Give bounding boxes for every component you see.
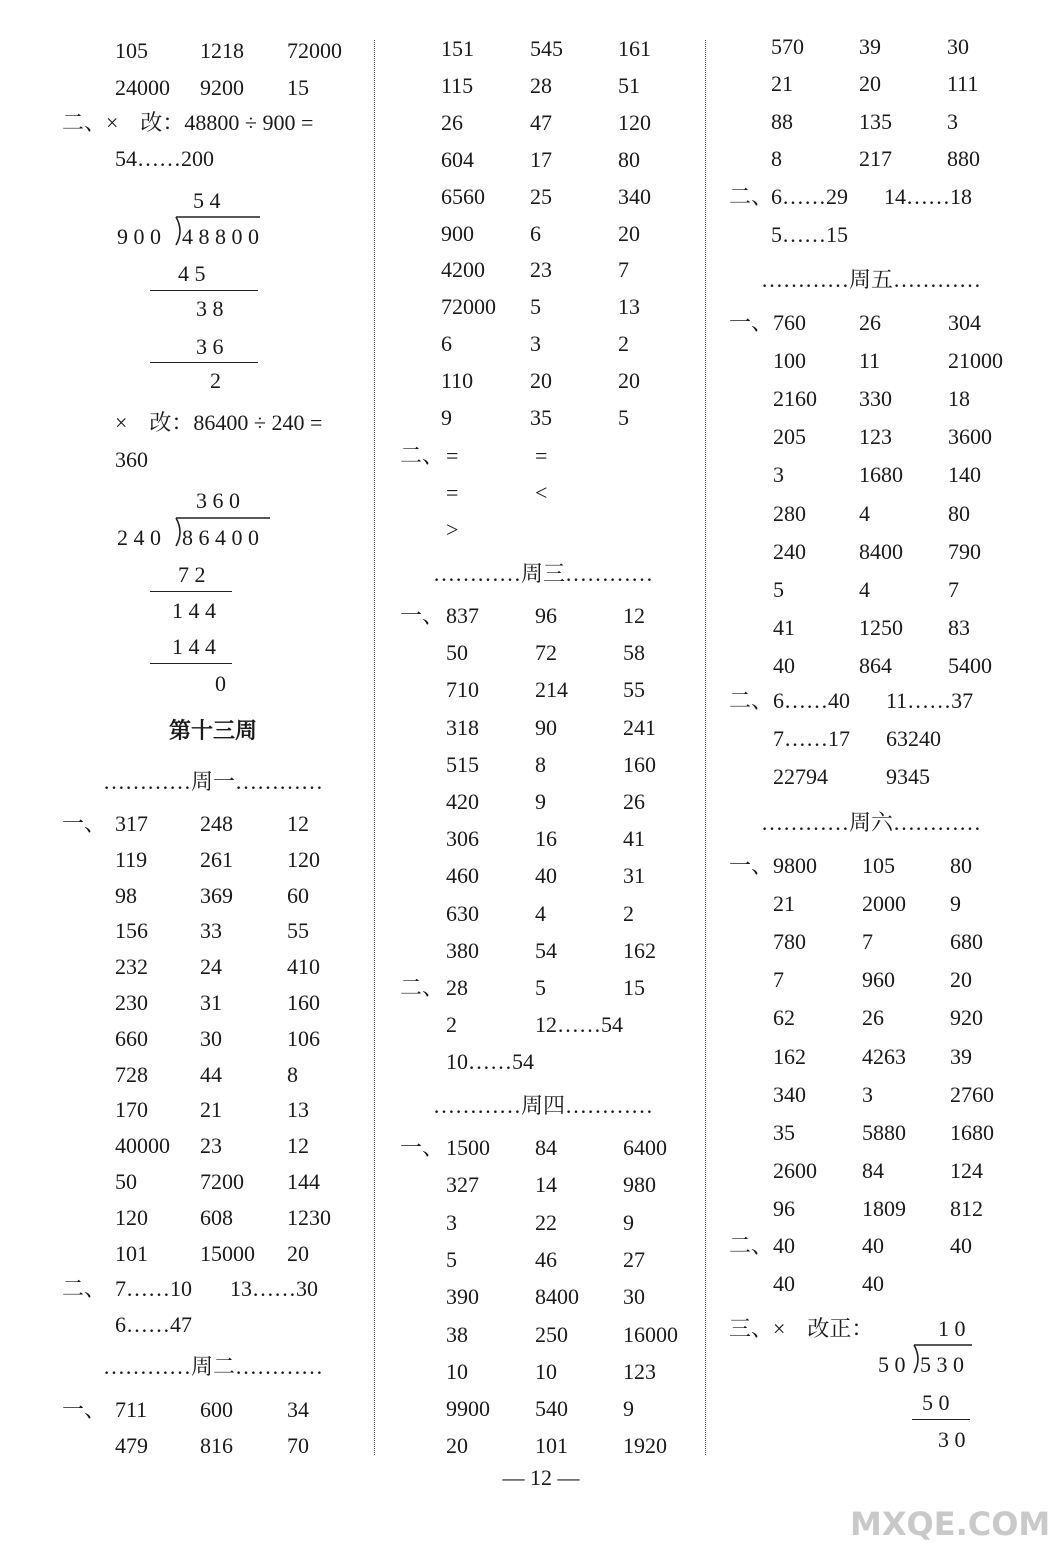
answer-value: 5 [446, 1246, 457, 1272]
partial-product: 4 5 [178, 261, 206, 286]
answer-value: 380 [446, 937, 479, 963]
answer-value: 306 [446, 826, 479, 852]
answer-value: 41 [773, 614, 795, 640]
answer-value: 28 [446, 975, 468, 1000]
answer-value: 98 [115, 882, 137, 908]
day-heading: …………周六………… [761, 810, 982, 835]
division-rule [912, 1419, 970, 1420]
answer-value: 55 [287, 918, 309, 944]
answer-value: 15000 [200, 1240, 255, 1266]
answer-value: 54 [535, 937, 557, 963]
answer-value: 83 [948, 614, 970, 640]
answer-value: 144 [287, 1169, 320, 1194]
answer-value: 7 [618, 257, 629, 283]
answer-value: 27 [623, 1246, 645, 1272]
question-number: 一、 [400, 1135, 445, 1160]
answer-value: 3600 [948, 424, 992, 450]
answer-value: 680 [950, 929, 983, 955]
answer-value: 710 [446, 677, 479, 703]
answer-value: 24 [200, 954, 222, 980]
answer-value: 12……54 [535, 1012, 623, 1037]
answer-value: 26 [623, 789, 645, 814]
answer-value: 3 [446, 1209, 457, 1235]
answer-value: 38 [446, 1321, 468, 1347]
division-rule [150, 663, 232, 664]
answer-value: 115 [441, 72, 474, 98]
question-number: 二、 [400, 443, 445, 468]
answer-value: 105 [862, 853, 895, 878]
answer-value: 630 [446, 900, 479, 926]
partial-product: 1 4 4 [172, 634, 216, 659]
answer-value: 340 [773, 1081, 806, 1107]
partial-product: 5 0 [922, 1390, 950, 1415]
divisor: 5 0 [878, 1352, 906, 1377]
answer-value: 72000 [441, 294, 496, 320]
answer-value: 162 [773, 1043, 806, 1069]
answer-value: 217 [859, 145, 892, 171]
answer-value: 30 [947, 34, 969, 59]
partial-product: 3 6 [196, 334, 224, 359]
answer-value: 6……29 [771, 184, 848, 209]
answer-value: 2 [623, 900, 634, 926]
question-number: 二、 [62, 1276, 107, 1301]
answer-value: 545 [530, 36, 563, 61]
answer-value: 46 [535, 1246, 557, 1272]
day-heading: …………周一………… [103, 769, 324, 794]
answer-value: 160 [287, 990, 320, 1015]
quotient: 1 0 [938, 1316, 966, 1341]
question-number: 一、 [62, 811, 107, 836]
answer-value: 1680 [950, 1119, 994, 1145]
answer-value: 14……18 [884, 184, 972, 209]
answer-value: 50 [446, 640, 468, 666]
answer-value: 39 [950, 1043, 972, 1069]
answer-value: 10 [535, 1358, 557, 1384]
answer-value: 22 [535, 1209, 557, 1235]
answer-value: 515 [446, 751, 479, 777]
answer-line: 二、× 改：48800 ÷ 900 = [62, 110, 314, 135]
answer-value: 40 [773, 1271, 795, 1296]
answer-value: 35 [773, 1119, 795, 1145]
remainder: 2 [210, 368, 221, 393]
answer-value: 40 [862, 1271, 884, 1296]
answer-value: 23 [200, 1133, 222, 1159]
answer-value: 50 [115, 1169, 137, 1194]
day-heading: …………周二………… [103, 1354, 324, 1379]
answer-value: 5……15 [771, 222, 848, 247]
answer-value: 1680 [859, 462, 903, 488]
answer-value: 12 [287, 1133, 309, 1159]
answer-value: 20 [446, 1433, 468, 1459]
divisor: 2 4 0 [117, 525, 161, 550]
answer-value: 80 [618, 146, 640, 172]
answer-value: 62 [773, 1005, 795, 1031]
question-number: 一、 [62, 1397, 107, 1422]
comparison-sign: = [535, 443, 548, 468]
answer-value: 6……47 [115, 1312, 192, 1337]
answer-value: 13 [618, 294, 640, 320]
answer-value: 120 [618, 109, 651, 135]
answer-value: 90 [535, 714, 557, 740]
quotient: 5 4 [193, 188, 221, 213]
answer-value: 161 [618, 36, 651, 61]
answer-value: 60 [287, 882, 309, 908]
answer-value: 84 [862, 1157, 884, 1183]
answer-value: 16 [535, 826, 557, 852]
answer-value: 920 [950, 1005, 983, 1031]
answer-value: 12 [287, 811, 309, 836]
answer-value: 369 [200, 882, 233, 908]
answer-value: 1230 [287, 1204, 331, 1230]
answer-value: 9 [950, 891, 961, 917]
answer-value: 604 [441, 146, 474, 172]
answer-value: 24000 [115, 74, 170, 100]
answer-value: 9 [623, 1396, 634, 1422]
answer-value: 261 [200, 846, 233, 872]
long-division-bracket [908, 1343, 976, 1377]
answer-value: 4 [859, 576, 870, 602]
answer-value: 13……30 [230, 1276, 318, 1301]
answer-value: 2 [618, 331, 629, 357]
column-divider [374, 40, 375, 1455]
answer-value: 17 [530, 146, 552, 172]
answer-value: 2160 [773, 386, 817, 412]
division-rule [150, 362, 258, 363]
answer-value: 318 [446, 714, 479, 740]
answer-value: 8400 [535, 1284, 579, 1310]
answer-value: 11……37 [886, 688, 974, 713]
answer-value: 41 [623, 826, 645, 852]
column-divider [705, 40, 706, 1455]
partial-product: 7 2 [178, 562, 206, 587]
answer-value: 55 [623, 677, 645, 703]
answer-value: 5 [618, 405, 629, 430]
answer-value: 162 [623, 937, 656, 963]
answer-value: 18 [948, 386, 970, 412]
answer-value: 84 [535, 1135, 557, 1160]
answer-value: 28 [530, 72, 552, 98]
day-heading: …………周五………… [761, 267, 982, 292]
answer-value: 214 [535, 677, 568, 703]
answer-value: 23 [530, 257, 552, 283]
answer-value: 20 [287, 1240, 309, 1266]
answer-value: 340 [618, 183, 651, 209]
answer-value: 13 [287, 1097, 309, 1123]
question-number: 一、 [729, 853, 774, 878]
answer-value: 88 [771, 108, 793, 134]
remainder: 0 [215, 671, 226, 696]
answer-value: 317 [115, 811, 148, 836]
answer-value: 70 [287, 1433, 309, 1458]
answer-value: 3 [773, 462, 784, 488]
answer-value: 40 [773, 1233, 795, 1258]
answer-value: 3 [947, 108, 958, 134]
answer-value: 7200 [200, 1169, 244, 1194]
answer-value: 8 [535, 751, 546, 777]
answer-value: 600 [200, 1397, 233, 1422]
answer-value: 410 [287, 954, 320, 980]
answer-value: 6……40 [773, 688, 850, 713]
answer-value: 5 [530, 294, 541, 320]
answer-value: 25 [530, 183, 552, 209]
answer-value: 110 [441, 368, 474, 394]
answer-value: 33 [200, 918, 222, 944]
answer-value: 5400 [948, 652, 992, 678]
answer-value: 124 [950, 1157, 983, 1183]
answer-value: 7……10 [115, 1276, 192, 1301]
dividend: 4 8 8 0 0 [182, 224, 259, 249]
answer-value: 6400 [623, 1135, 667, 1160]
answer-value: 21000 [948, 348, 1003, 374]
comparison-sign: = [446, 480, 459, 505]
answer-value: 12 [623, 603, 645, 628]
answer-value: 63240 [886, 726, 941, 751]
answer-value: 72000 [287, 38, 342, 63]
answer-value: 4 [535, 900, 546, 926]
answer-value: 26 [859, 310, 881, 335]
week-heading: 第十三周 [169, 719, 258, 744]
answer-value: 101 [535, 1433, 568, 1459]
answer-value: 80 [948, 500, 970, 526]
answer-value: 7 [948, 576, 959, 602]
answer-value: 5 [773, 576, 784, 602]
answer-value: 9 [441, 405, 452, 430]
answer-value: 20 [530, 368, 552, 394]
answer-value: 1250 [859, 614, 903, 640]
question-number: 二、 [729, 184, 774, 209]
answer-value: 40 [773, 652, 795, 678]
answer-value: 864 [859, 652, 892, 678]
answer-value: 660 [115, 1025, 148, 1051]
answer-value: 2000 [862, 891, 906, 917]
answer-value: 140 [948, 462, 981, 488]
answer-value: 123 [859, 424, 892, 450]
answer-value: 120 [115, 1204, 148, 1230]
answer-value: 960 [862, 967, 895, 993]
answer-value: 728 [115, 1061, 148, 1087]
answer-value: 8 [771, 145, 782, 171]
answer-value: 20 [618, 368, 640, 394]
answer-value: 479 [115, 1433, 148, 1458]
answer-value: 711 [115, 1397, 148, 1422]
answer-value: 760 [773, 310, 806, 335]
answer-value: 14 [535, 1172, 557, 1198]
answer-value: 1920 [623, 1433, 667, 1459]
answer-value: 44 [200, 1061, 222, 1087]
answer-value: 80 [950, 853, 972, 878]
answer-value: 15 [287, 74, 309, 100]
answer-value: 250 [535, 1321, 568, 1347]
answer-value: 119 [115, 846, 148, 872]
long-division-bracket [170, 516, 274, 550]
answer-value: 30 [623, 1284, 645, 1310]
quotient: 3 6 0 [196, 488, 240, 513]
comparison-sign: < [535, 480, 548, 505]
answer-value: 26 [862, 1005, 884, 1031]
answer-value: 8400 [859, 538, 903, 564]
answer-value: 111 [947, 71, 979, 97]
answer-value: 156 [115, 918, 148, 944]
answer-value: 837 [446, 603, 479, 628]
answer-value: 96 [535, 603, 557, 628]
page-number: — 12 — [502, 1465, 580, 1490]
answer-value: 21 [771, 71, 793, 97]
answer-value: 100 [773, 348, 806, 374]
answer-value: 241 [623, 714, 656, 740]
answer-value: 2760 [950, 1081, 994, 1107]
dividend: 5 3 0 [920, 1352, 964, 1377]
answer-value: 15 [623, 975, 645, 1000]
divisor: 9 0 0 [117, 224, 161, 249]
answer-line: × 改：86400 ÷ 240 = [115, 410, 323, 435]
answer-value: 40000 [115, 1133, 170, 1159]
answer-value: 3 [862, 1081, 873, 1107]
answer-value: 106 [287, 1025, 320, 1051]
answer-value: 6 [441, 331, 452, 357]
answer-value: 58 [623, 640, 645, 666]
remainder: 3 8 [196, 296, 224, 321]
answer-value: 1809 [862, 1195, 906, 1221]
remainder: 3 0 [938, 1427, 966, 1452]
answer-value: 330 [859, 386, 892, 412]
question-number: 二、 [729, 1233, 774, 1258]
dividend: 8 6 4 0 0 [182, 525, 259, 550]
answer-value: 304 [948, 310, 981, 335]
answer-value: 10 [446, 1358, 468, 1384]
answer-value: 5880 [862, 1119, 906, 1145]
answer-value: 8 [287, 1061, 298, 1087]
answer-value: 2 [446, 1012, 457, 1037]
answer-value: 2600 [773, 1157, 817, 1183]
answer-value: 96 [773, 1195, 795, 1221]
answer-value: 9900 [446, 1396, 490, 1422]
answer-value: 4 [859, 500, 870, 526]
answer-value: 16000 [623, 1321, 678, 1347]
answer-value: 40 [535, 863, 557, 889]
watermark-logo: MXQE.COM [850, 1505, 1050, 1543]
answer-value: 5 [535, 975, 546, 1000]
answer-value: 10……54 [446, 1049, 534, 1074]
answer-value: 31 [623, 863, 645, 889]
answer-value: 3 [530, 331, 541, 357]
answer-value: 39 [859, 34, 881, 59]
answer-value: 7 [862, 929, 873, 955]
answer-value: 123 [623, 1358, 656, 1384]
answer-line: 54……200 [115, 146, 214, 171]
division-rule [150, 591, 232, 592]
answer-value: 21 [773, 891, 795, 917]
answer-value: 390 [446, 1284, 479, 1310]
answer-value: 9800 [773, 853, 817, 878]
answer-value: 327 [446, 1172, 479, 1198]
answer-value: 608 [200, 1204, 233, 1230]
answer-line: 360 [115, 447, 148, 472]
long-division-bracket [170, 215, 264, 249]
answer-value: 9 [535, 789, 546, 814]
answer-value: 11 [859, 348, 881, 374]
answer-value: 105 [115, 38, 148, 63]
answer-value: 248 [200, 811, 233, 836]
answer-value: 4200 [441, 257, 485, 283]
answer-value: 232 [115, 954, 148, 980]
answer-value: 9345 [886, 764, 930, 789]
day-heading: …………周四………… [433, 1093, 654, 1118]
answer-value: 51 [618, 72, 640, 98]
answer-value: 230 [115, 990, 148, 1015]
answer-value: 205 [773, 424, 806, 450]
answer-value: 7 [773, 967, 784, 993]
answer-value: 101 [115, 1240, 148, 1266]
answer-value: 40 [950, 1233, 972, 1258]
answer-value: 20 [618, 220, 640, 246]
question-number: 二、 [729, 688, 774, 713]
answer-value: 160 [623, 751, 656, 777]
remainder: 1 4 4 [172, 598, 216, 623]
day-heading: …………周三………… [433, 561, 654, 586]
answer-value: 6560 [441, 183, 485, 209]
question-number: 一、 [729, 310, 774, 335]
answer-value: 240 [773, 538, 806, 564]
answer-value: 26 [441, 109, 463, 135]
answer-line: 三、× 改正： [729, 1316, 874, 1341]
answer-value: 47 [530, 109, 552, 135]
answer-value: 6 [530, 220, 541, 246]
answer-value: 280 [773, 500, 806, 526]
answer-value: 980 [623, 1172, 656, 1198]
answer-value: 135 [859, 108, 892, 134]
answer-value: 21 [200, 1097, 222, 1123]
answer-value: 9 [623, 1209, 634, 1235]
answer-value: 72 [535, 640, 557, 666]
answer-value: 1500 [446, 1135, 490, 1160]
answer-value: 31 [200, 990, 222, 1015]
answer-value: 9200 [200, 74, 244, 100]
answer-value: 1218 [200, 38, 244, 63]
answer-value: 540 [535, 1396, 568, 1422]
answer-value: 40 [862, 1233, 884, 1258]
question-number: 一、 [400, 603, 445, 628]
answer-value: 570 [771, 34, 804, 59]
answer-value: 460 [446, 863, 479, 889]
answer-value: 420 [446, 789, 479, 814]
division-rule [150, 290, 258, 291]
answer-value: 20 [950, 967, 972, 993]
answer-value: 900 [441, 220, 474, 246]
answer-value: 790 [948, 538, 981, 564]
answer-value: 22794 [773, 764, 828, 789]
answer-value: 34 [287, 1397, 309, 1422]
comparison-sign: > [446, 517, 459, 542]
answer-value: 170 [115, 1097, 148, 1123]
answer-value: 151 [441, 36, 474, 61]
answer-value: 7……17 [773, 726, 850, 751]
answer-value: 120 [287, 846, 320, 872]
answer-value: 780 [773, 929, 806, 955]
answer-value: 35 [530, 405, 552, 430]
answer-value: 812 [950, 1195, 983, 1221]
answer-value: 816 [200, 1433, 233, 1458]
answer-value: 20 [859, 71, 881, 97]
answer-value: 30 [200, 1025, 222, 1051]
answer-value: 880 [947, 145, 980, 171]
comparison-sign: = [446, 443, 459, 468]
answer-value: 4263 [862, 1043, 906, 1069]
question-number: 二、 [400, 975, 445, 1000]
